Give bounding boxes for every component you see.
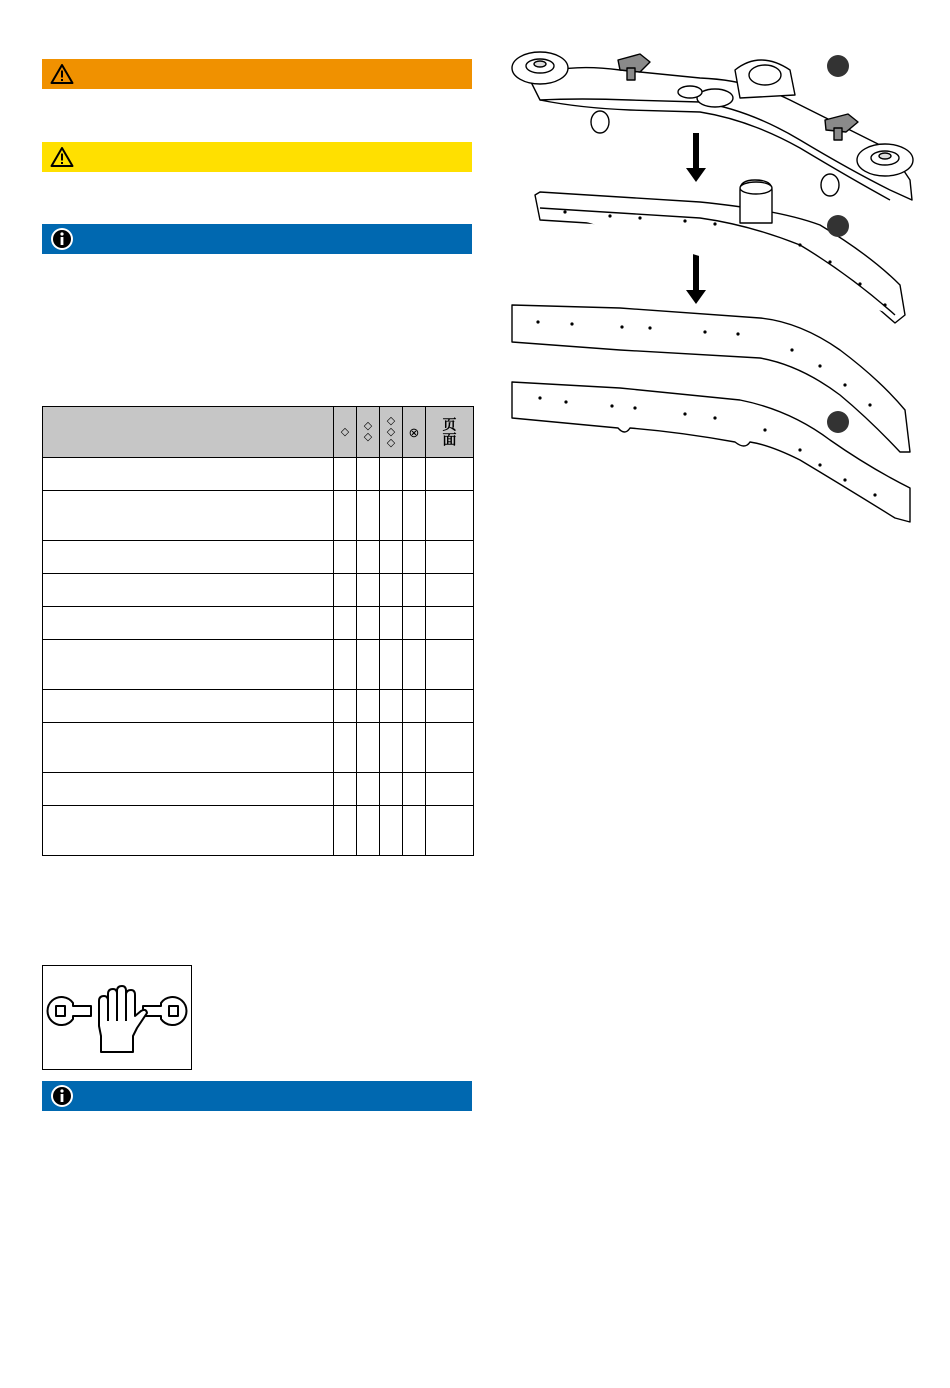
- callout-marker: [827, 215, 849, 237]
- symbol-header-2: ◇ ◇: [357, 407, 380, 458]
- wrench-hand-icon: [43, 966, 191, 1069]
- table-row: [43, 690, 474, 723]
- maintenance-pictogram: [42, 965, 192, 1070]
- info-circle-icon: [50, 1084, 74, 1108]
- table-row: [43, 640, 474, 690]
- info-notice-bar: [42, 224, 472, 254]
- table-row: [43, 458, 474, 491]
- table-row: [43, 723, 474, 773]
- page-header: 页面: [426, 407, 474, 458]
- table-row: [43, 491, 474, 541]
- table-row: [43, 806, 474, 856]
- caution-notice-bar: [42, 142, 472, 172]
- table-row: [43, 607, 474, 640]
- symbol-header-3: ◇ ◇ ◇: [380, 407, 403, 458]
- info-circle-icon: [50, 227, 74, 251]
- callout-marker: [827, 411, 849, 433]
- activity-header: [43, 407, 334, 458]
- table-row: [43, 541, 474, 574]
- danger-notice-bar: [42, 59, 472, 89]
- squeegee-exploded-illustration: [500, 40, 930, 540]
- info-notice-bar: [42, 1081, 472, 1111]
- warning-triangle-icon: [50, 146, 74, 168]
- table-row: [43, 574, 474, 607]
- maintenance-table: [42, 406, 474, 856]
- table-header-row: [43, 407, 474, 458]
- symbol-header-4: ⊗: [403, 407, 426, 458]
- warning-triangle-icon: [50, 63, 74, 85]
- table-row: [43, 773, 474, 806]
- callout-marker: [827, 55, 849, 77]
- symbol-header-1: ◇: [334, 407, 357, 458]
